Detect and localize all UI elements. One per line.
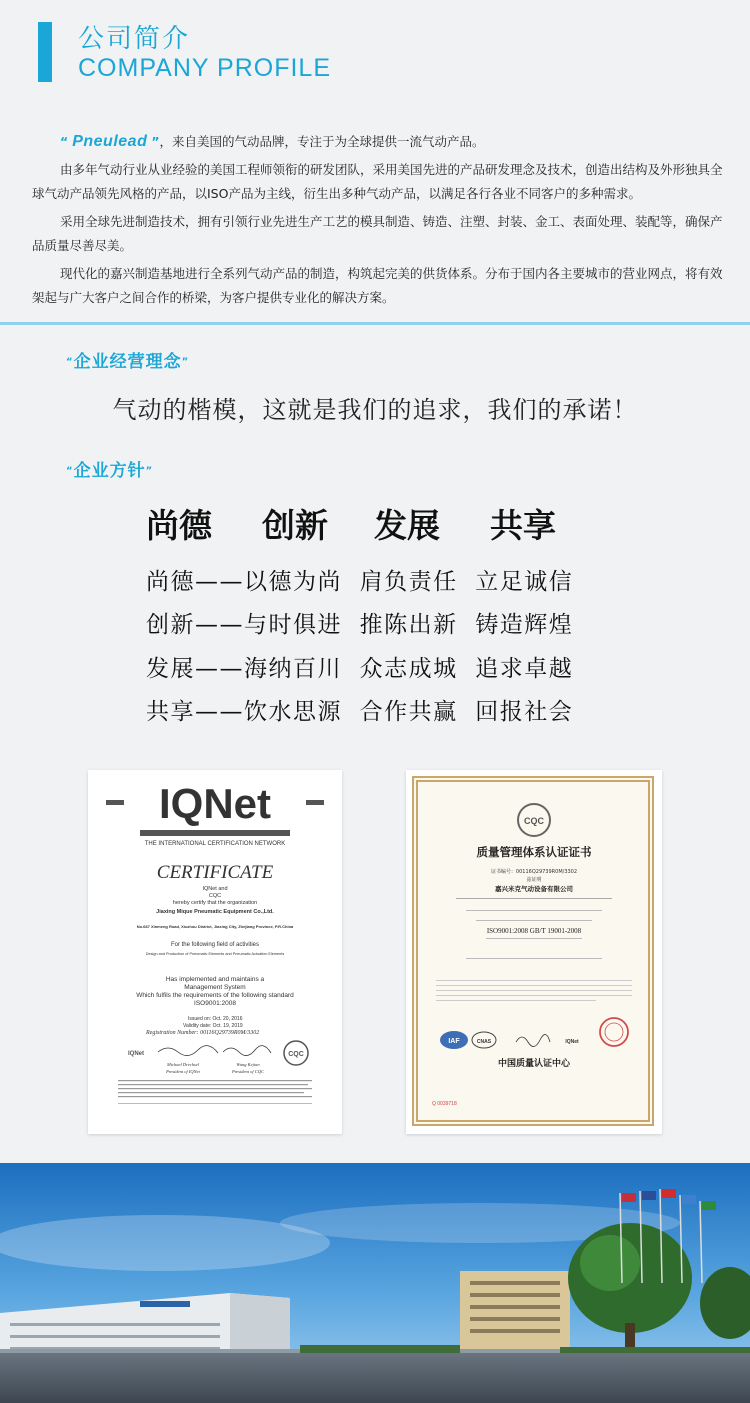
cert-text: IQNet and [202, 886, 228, 892]
policy-heading: “企业方针” [66, 461, 154, 481]
factory-photo [0, 1163, 750, 1403]
value-row: 共享——饮水思源 合作共赢 回报社会 [146, 699, 574, 725]
value-row: 创新——与时俱进 推陈出新 铸造辉煌 [146, 612, 574, 638]
iqnet-certificate-art [88, 770, 342, 1134]
value-item: 发展 [374, 506, 440, 545]
value-row: 发展——海纳百川 众志成城 追求卓越 [146, 656, 574, 682]
page-title-cn: 公司简介 [78, 24, 191, 54]
value-item: 共享 [490, 506, 556, 545]
cert-registration: Registration Number: 00116Q29739R0M/3302 [146, 1030, 260, 1036]
page-title-en: COMPANY PROFILE [78, 54, 332, 82]
cert-standard: ISO9001:2008 [194, 1000, 236, 1007]
cert-text: Design and Production of Pneumatic Elements and Pneumatic Actuation Elements [145, 952, 285, 956]
cert-text: Which fulfils the requirements of the following standard [136, 992, 294, 999]
cqc-logo: CQC [288, 1051, 304, 1058]
cert-text: For the following field of activities [170, 942, 260, 948]
cert-text: 兹证明 [526, 877, 542, 883]
cert-company: 嘉兴米克气动设备有限公司 [495, 885, 573, 893]
signature-title: President of CQC [231, 1069, 265, 1074]
certificate-title: CERTIFICATE [156, 862, 274, 883]
cert-issuer: 中国质量认证中心 [497, 1059, 571, 1069]
header-accent-bar [38, 22, 52, 82]
iqnet-certificate [88, 770, 342, 1134]
cqc-certificate [406, 770, 662, 1134]
policy-heading-text: 企业方针 [73, 461, 146, 481]
cert-text: Management System [184, 984, 246, 991]
intro-paragraph-1 [32, 130, 728, 155]
cqc-certificate-art [406, 770, 662, 1134]
value-item: 创新 [262, 506, 328, 545]
intro-paragraph-2: 由多年气动行业从业经验的美国工程师领衔的研发团队，采用美国先进的产品研发理念及技术，创造出结构及外形独具全球气动产品领先风格的产品，以ISO产品为主线，衍生出多种气动产品，以满足各行各业不同客户的多种需求。 [32, 161, 723, 201]
certificate-title: 质量管理体系认证证书 [476, 845, 592, 859]
iaf-logo: IAF [448, 1038, 460, 1045]
value-row: 尚德——以德为尚 肩负责任 立足诚信 [146, 569, 574, 595]
quote-open: “ [60, 134, 69, 149]
cert-serial: Q 0039718 [432, 1101, 457, 1107]
iqnet-logo: IQNet [565, 1039, 579, 1045]
philosophy-heading-text: 企业经营理念 [73, 352, 182, 372]
cert-text: hereby certify that the organization [172, 900, 258, 906]
cert-org: Jiaxing Mique Pneumatic Equipment Co.,Ltd. [156, 909, 274, 915]
intro-p1-text: ，来自美国的气动品牌，专注于为全球提供一流气动产品。 [159, 134, 485, 149]
cert-address: No.687 Xinmeng Road, Xiuzhou District, Jiaxing City, Zhejiang Province, P.R.China [136, 924, 294, 929]
value-item: 尚德 [146, 506, 212, 545]
cert-text: Issued on: Oct. 20, 2016 [188, 1016, 243, 1022]
quote-close: ” [151, 134, 160, 149]
intro-paragraph-3: 采用全球先进制造技术，拥有引领行业先进生产工艺的模具制造、铸造、注塑、封装、金工、表面处理、装配等，确保产品质量尽善尽美。 [32, 213, 723, 253]
svg-text:IQNet: IQNet [128, 1051, 145, 1057]
core-values [146, 500, 556, 547]
section-divider [0, 322, 750, 325]
cert-standard: ISO9001:2008 GB/T 19001-2008 [486, 927, 582, 935]
cert-text: Validity date: Oct. 19, 2019 [183, 1023, 243, 1029]
philosophy-slogan: 气动的楷模，这就是我们的追求，我们的承诺！ [112, 396, 638, 424]
cnas-logo: CNAS [476, 1039, 492, 1045]
signature-name: Michael Drechsel [167, 1062, 199, 1067]
intro-paragraph-4: 现代化的嘉兴制造基地进行全系列气动产品的制造，构筑起完美的供货体系。分布于国内各主要城市的营业网点，将有效架起与广大客户之间合作的桥梁，为客户提供专业化的解决方案。 [32, 265, 723, 305]
signature-title: President of IQNet [166, 1069, 200, 1074]
cert-text: Has implemented and maintains a [165, 976, 265, 983]
brand-logo-text: Pneulead [72, 133, 148, 150]
philosophy-heading: “企业经营理念” [66, 352, 190, 372]
iqnet-logo-text: IQNet [158, 780, 272, 827]
cert-text: CQC [208, 893, 222, 899]
iqnet-network-text: THE INTERNATIONAL CERTIFICATION NETWORK [144, 841, 286, 847]
cqc-logo: CQC [524, 816, 544, 826]
signature-name: Wang Kejian [236, 1062, 260, 1067]
intro-text [32, 130, 728, 311]
cert-number: 证书编号：00116Q29739R0M/3302 [490, 869, 578, 875]
